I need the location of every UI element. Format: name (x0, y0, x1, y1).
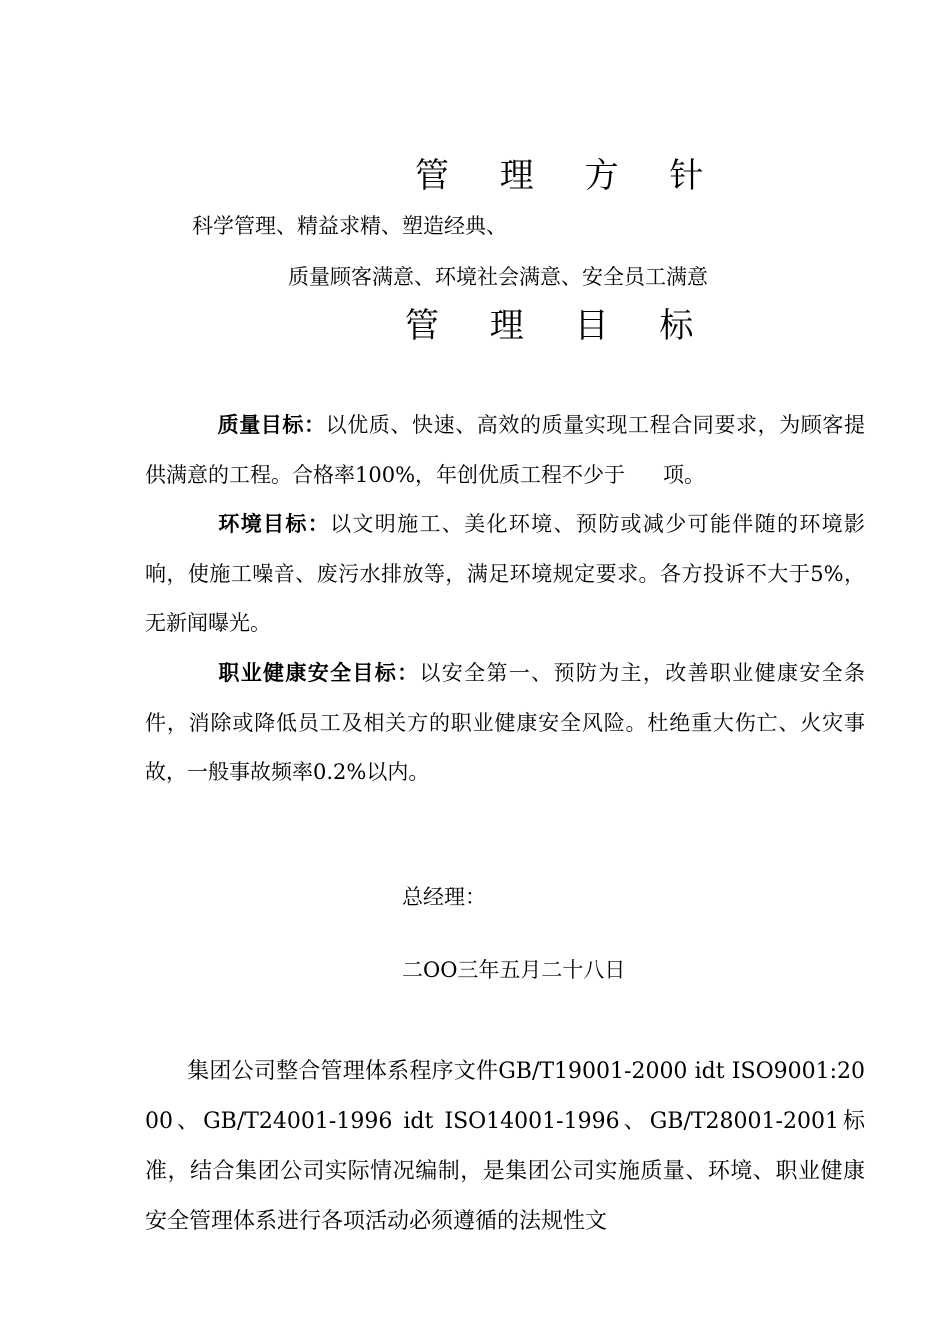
general-manager-label: 总经理： (402, 885, 486, 909)
policy-line-1: 科学管理、精益求精、塑造经典、 (192, 214, 507, 238)
intro-paragraph (145, 1047, 865, 1247)
policy-heading: 管 理 方 针 (415, 156, 724, 196)
objectives-heading: 管 理 目 标 (405, 306, 714, 346)
safety-objective-label: 职业健康安全目标： (217, 660, 420, 685)
environment-objective-label: 环境目标： (217, 511, 331, 536)
intro-text: 集团公司整合管理体系程序文件GB/T19001-2000 idt ISO9001:2000、GB/T24001-1996 idt ISO14001-1996、GB/T28001-2001标准，结合集团公司实际情况编制，是集团公司实施质量、环境、职业健康安全管理体系进行各项活动必须遵循的法规性文 (145, 1059, 865, 1234)
signature-date: 二OO三年五月二十八日 (402, 958, 626, 982)
quality-objective-label: 质量目标： (217, 412, 326, 437)
environment-objective-text: 以文明施工、美化环境、预防或减少可能伴随的环境影响，使施工噪音、废污水排放等，满足环境规定要求。各方投诉不大于5%，无新闻曝光。 (145, 512, 866, 635)
policy-line-2: 质量顾客满意、环境社会满意、安全员工满意 (288, 265, 708, 289)
quality-objective-text: 以优质、快速、高效的质量实现工程合同要求，为顾客提供满意的工程。合格率100%，年创优质工程不少于 (145, 413, 866, 487)
quality-objective-suffix: 项。 (663, 462, 706, 487)
environment-objective (145, 499, 865, 649)
safety-objective (145, 648, 865, 798)
safety-objective-text: 以安全第一、预防为主，改善职业健康安全条件，消除或降低员工及相关方的职业健康安全风险。杜绝重大伤亡、火灾事故，一般事故频率0.2%以内。 (145, 661, 866, 784)
quality-objective (145, 400, 865, 500)
